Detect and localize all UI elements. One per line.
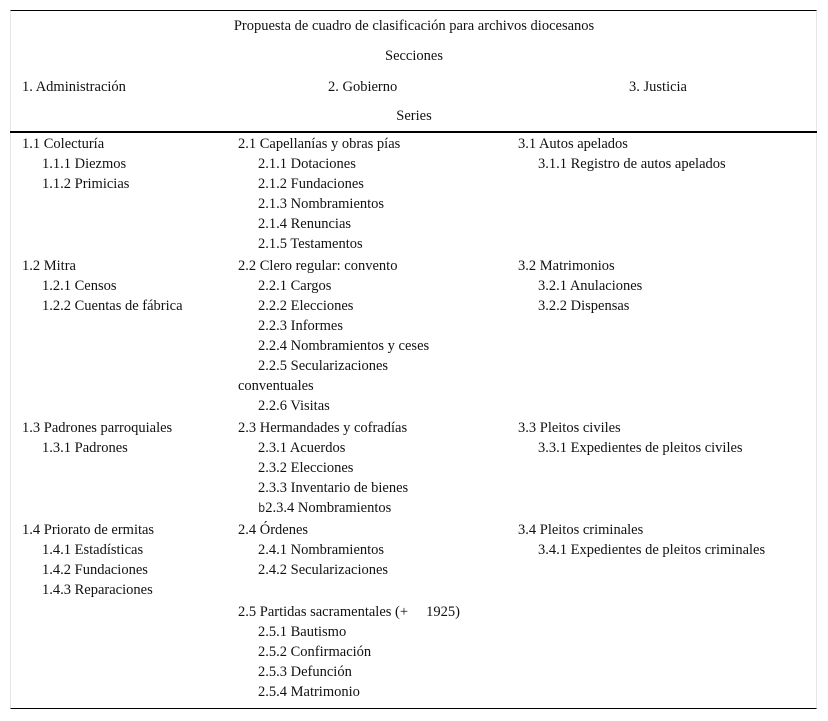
series-item <box>538 298 629 315</box>
series-heading <box>518 420 621 437</box>
series-label: 1.1.2 Primicias <box>42 176 130 192</box>
series-label: 2.5.4 Matrimonio <box>258 684 360 700</box>
series-heading <box>22 420 172 437</box>
series-label: 2.3.1 Acuerdos <box>258 440 346 456</box>
series-item <box>538 278 642 295</box>
series-item <box>42 542 143 559</box>
series-label: 2.4.1 Nombramientos <box>258 542 385 558</box>
series-label: 3.1 Autos apelados <box>518 136 628 152</box>
section-justicia: 3. Justicia <box>629 79 687 95</box>
series-item <box>258 440 345 457</box>
series-label: 2.1.5 Testamentos <box>258 236 363 252</box>
series-label: 3.1.1 Registro de autos apelados <box>538 156 726 172</box>
series-heading <box>238 522 308 539</box>
series-label: 1.4.2 Fundaciones <box>42 562 148 578</box>
series-item <box>258 358 388 375</box>
series-label: 2.2.6 Visitas <box>258 398 330 414</box>
series-item <box>258 644 371 661</box>
series-label: 1.3 Padrones parroquiales <box>22 420 173 436</box>
series-item <box>258 624 346 641</box>
series-label: 3.2.1 Anulaciones <box>538 278 643 294</box>
series-heading <box>518 258 615 275</box>
series-item <box>258 664 352 681</box>
series-item <box>42 440 128 457</box>
series-label: 2.2.4 Nombramientos y ceses <box>258 338 430 354</box>
series-label: 2.4 Órdenes <box>238 522 309 538</box>
stray-prefix-char: b <box>258 501 266 515</box>
series-label: 2.4.2 Secularizaciones <box>258 562 389 578</box>
series-heading <box>22 136 104 153</box>
series-item <box>42 562 148 579</box>
series-item <box>258 236 363 253</box>
series-label: 3.3 Pleitos civiles <box>518 420 621 436</box>
section-gobierno: 2. Gobierno <box>328 79 398 95</box>
series-item <box>258 684 360 701</box>
series-label: 2.2.3 Informes <box>258 318 343 334</box>
series-label: 1.1.1 Diezmos <box>42 156 127 172</box>
series-item <box>42 278 117 295</box>
series-label: 2.5.1 Bautismo <box>258 624 347 640</box>
series-item <box>258 562 388 579</box>
series-label: 1.2 Mitra <box>22 258 76 274</box>
series-label: 2.1.4 Renuncias <box>258 216 352 232</box>
series-item <box>258 318 343 335</box>
series-label: 1.4.3 Reparaciones <box>42 582 153 598</box>
sections-label: Secciones <box>385 48 443 64</box>
series-item <box>538 156 726 173</box>
series-label: Series <box>396 108 432 124</box>
series-item <box>258 480 408 497</box>
series-label: 1.4 Priorato de ermitas <box>22 522 155 538</box>
series-heading <box>518 136 628 153</box>
series-item <box>258 176 364 193</box>
series-heading <box>238 378 314 395</box>
series-item <box>258 542 384 559</box>
series-label: 3.3.1 Expedientes de pleitos civiles <box>538 440 743 456</box>
series-label: 3.4 Pleitos criminales <box>518 522 644 538</box>
series-label: 2.2.2 Elecciones <box>258 298 354 314</box>
series-item <box>42 156 126 173</box>
series-label: 2.2.5 Secularizaciones <box>258 358 389 374</box>
series-item <box>258 398 330 415</box>
series-heading <box>518 522 643 539</box>
series-label: 2.2 Clero regular: convento <box>238 258 398 274</box>
series-heading <box>22 258 76 275</box>
series-label: 2.3.4 Nombramientos <box>265 500 392 516</box>
series-label: 2.3.3 Inventario de bienes <box>258 480 409 496</box>
series-heading <box>238 258 397 275</box>
series-item <box>258 298 353 315</box>
series-heading <box>238 136 400 153</box>
series-label: 2.5.2 Confirmación <box>258 644 372 660</box>
series-label: 2.3 Hermandades y cofradías <box>238 420 408 436</box>
series-label: 2.1.3 Nombramientos <box>258 196 385 212</box>
series-item <box>258 278 331 295</box>
series-label: 1.2.2 Cuentas de fábrica <box>42 298 183 314</box>
section-administracion: 1. Administración <box>22 79 126 95</box>
series-label: 2.2.1 Cargos <box>258 278 332 294</box>
series-item <box>258 196 384 213</box>
series-label: conventuales <box>238 378 314 394</box>
series-item <box>258 460 353 477</box>
series-item <box>258 156 356 173</box>
series-heading <box>238 420 407 437</box>
series-heading <box>238 604 460 621</box>
series-item <box>42 298 183 315</box>
series-label: 2.5.3 Defunción <box>258 664 352 680</box>
header-divider <box>10 131 817 133</box>
series-label: 1.1 Colecturía <box>22 136 105 152</box>
series-label: 2.1.2 Fundaciones <box>258 176 364 192</box>
series-label: 3.2 Matrimonios <box>518 258 615 274</box>
series-item <box>42 176 129 193</box>
series-item <box>258 338 429 355</box>
series-label: 3.2.2 Dispensas <box>538 298 630 314</box>
series-label: 2.3.2 Elecciones <box>258 460 354 476</box>
series-label: 2.1.1 Dotaciones <box>258 156 356 172</box>
series-item <box>538 542 765 559</box>
series-item <box>258 216 351 233</box>
series-label: 1.4.1 Estadísticas <box>42 542 144 558</box>
series-item <box>538 440 743 457</box>
series-label: 1.3.1 Padrones <box>42 440 128 456</box>
series-label: 2.5 Partidas sacramentales (+ 1925) <box>238 604 460 620</box>
series-label: 3.4.1 Expedientes de pleitos criminales <box>538 542 766 558</box>
series-item <box>42 582 153 599</box>
series-label: 2.1 Capellanías y obras pías <box>238 136 401 152</box>
series-label: 1.2.1 Censos <box>42 278 117 294</box>
table-title: Propuesta de cuadro de clasificación para archivos diocesanos <box>233 18 595 34</box>
series-heading <box>22 522 154 539</box>
series-item <box>258 500 391 517</box>
